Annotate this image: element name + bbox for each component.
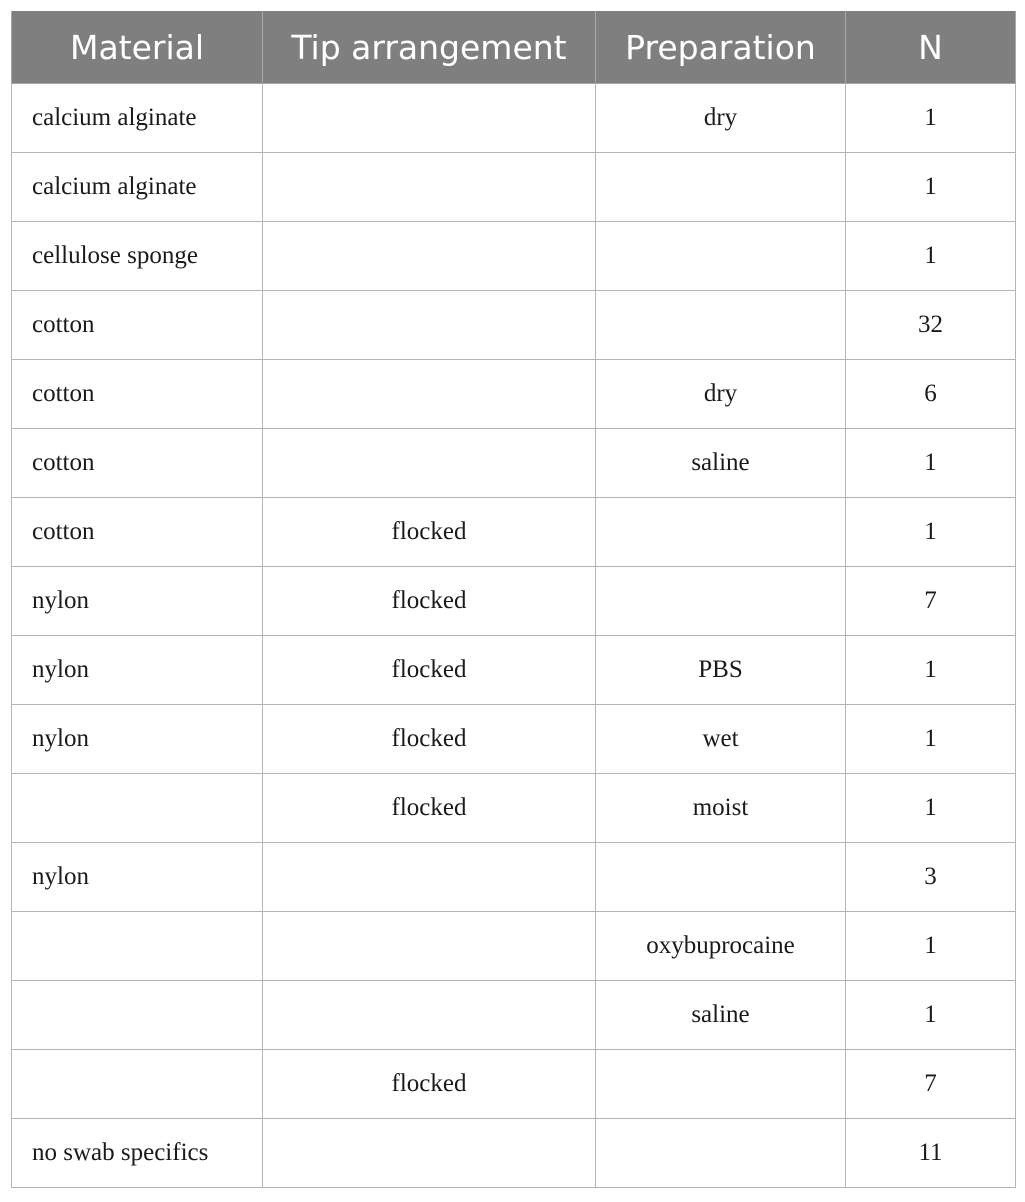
cell-n: 6 <box>846 360 1016 429</box>
header-n: N <box>846 11 1016 84</box>
cell-tip-arrangement <box>263 291 596 360</box>
table-row <box>12 636 1016 705</box>
table-row <box>12 1119 1016 1188</box>
cell-preparation: moist <box>596 774 846 843</box>
cell-preparation: PBS <box>596 636 846 705</box>
table-header-row <box>12 11 1016 84</box>
cell-tip-arrangement <box>263 1119 596 1188</box>
cell-material <box>12 1050 263 1119</box>
table-row <box>12 981 1016 1050</box>
table-row <box>12 360 1016 429</box>
cell-preparation: dry <box>596 360 846 429</box>
cell-material: cellulose sponge <box>12 222 263 291</box>
cell-preparation <box>596 498 846 567</box>
cell-tip-arrangement: flocked <box>263 567 596 636</box>
cell-tip-arrangement: flocked <box>263 1050 596 1119</box>
cell-material: calcium alginate <box>12 153 263 222</box>
cell-tip-arrangement <box>263 153 596 222</box>
cell-preparation: saline <box>596 981 846 1050</box>
table-body <box>12 84 1016 1188</box>
cell-preparation: saline <box>596 429 846 498</box>
cell-preparation <box>596 153 846 222</box>
cell-n: 1 <box>846 429 1016 498</box>
cell-tip-arrangement: flocked <box>263 705 596 774</box>
table-row <box>12 774 1016 843</box>
cell-material: nylon <box>12 705 263 774</box>
cell-material: cotton <box>12 429 263 498</box>
table-row <box>12 84 1016 153</box>
cell-n: 11 <box>846 1119 1016 1188</box>
cell-tip-arrangement <box>263 84 596 153</box>
cell-preparation <box>596 1050 846 1119</box>
cell-n: 7 <box>846 1050 1016 1119</box>
cell-tip-arrangement <box>263 981 596 1050</box>
cell-n: 1 <box>846 705 1016 774</box>
cell-material <box>12 912 263 981</box>
table-row <box>12 1050 1016 1119</box>
cell-preparation: dry <box>596 84 846 153</box>
swab-table-container <box>11 11 1015 1188</box>
cell-tip-arrangement: flocked <box>263 498 596 567</box>
cell-tip-arrangement <box>263 843 596 912</box>
cell-material <box>12 774 263 843</box>
cell-tip-arrangement <box>263 360 596 429</box>
cell-n: 1 <box>846 498 1016 567</box>
cell-preparation <box>596 1119 846 1188</box>
cell-n: 32 <box>846 291 1016 360</box>
cell-material: cotton <box>12 291 263 360</box>
cell-preparation: wet <box>596 705 846 774</box>
cell-n: 3 <box>846 843 1016 912</box>
cell-n: 1 <box>846 774 1016 843</box>
cell-tip-arrangement <box>263 429 596 498</box>
cell-preparation: oxybuprocaine <box>596 912 846 981</box>
header-preparation: Preparation <box>596 11 846 84</box>
cell-n: 1 <box>846 981 1016 1050</box>
cell-tip-arrangement: flocked <box>263 636 596 705</box>
cell-preparation <box>596 843 846 912</box>
cell-n: 1 <box>846 222 1016 291</box>
table-row <box>12 429 1016 498</box>
cell-material: nylon <box>12 567 263 636</box>
table-row <box>12 498 1016 567</box>
cell-n: 7 <box>846 567 1016 636</box>
cell-material: cotton <box>12 498 263 567</box>
table-row <box>12 567 1016 636</box>
cell-tip-arrangement <box>263 222 596 291</box>
cell-n: 1 <box>846 636 1016 705</box>
cell-material: calcium alginate <box>12 84 263 153</box>
table-row <box>12 705 1016 774</box>
table-row <box>12 291 1016 360</box>
cell-material <box>12 981 263 1050</box>
cell-preparation <box>596 222 846 291</box>
cell-preparation <box>596 291 846 360</box>
cell-n: 1 <box>846 153 1016 222</box>
cell-material: cotton <box>12 360 263 429</box>
cell-preparation <box>596 567 846 636</box>
table-row <box>12 843 1016 912</box>
cell-tip-arrangement: flocked <box>263 774 596 843</box>
cell-n: 1 <box>846 912 1016 981</box>
cell-material: nylon <box>12 843 263 912</box>
cell-material: nylon <box>12 636 263 705</box>
swab-table <box>11 11 1016 1188</box>
cell-n: 1 <box>846 84 1016 153</box>
header-tip-arrangement: Tip arrangement <box>263 11 596 84</box>
table-row <box>12 912 1016 981</box>
cell-tip-arrangement <box>263 912 596 981</box>
cell-material: no swab specifics <box>12 1119 263 1188</box>
table-row <box>12 153 1016 222</box>
header-material: Material <box>12 11 263 84</box>
table-row <box>12 222 1016 291</box>
